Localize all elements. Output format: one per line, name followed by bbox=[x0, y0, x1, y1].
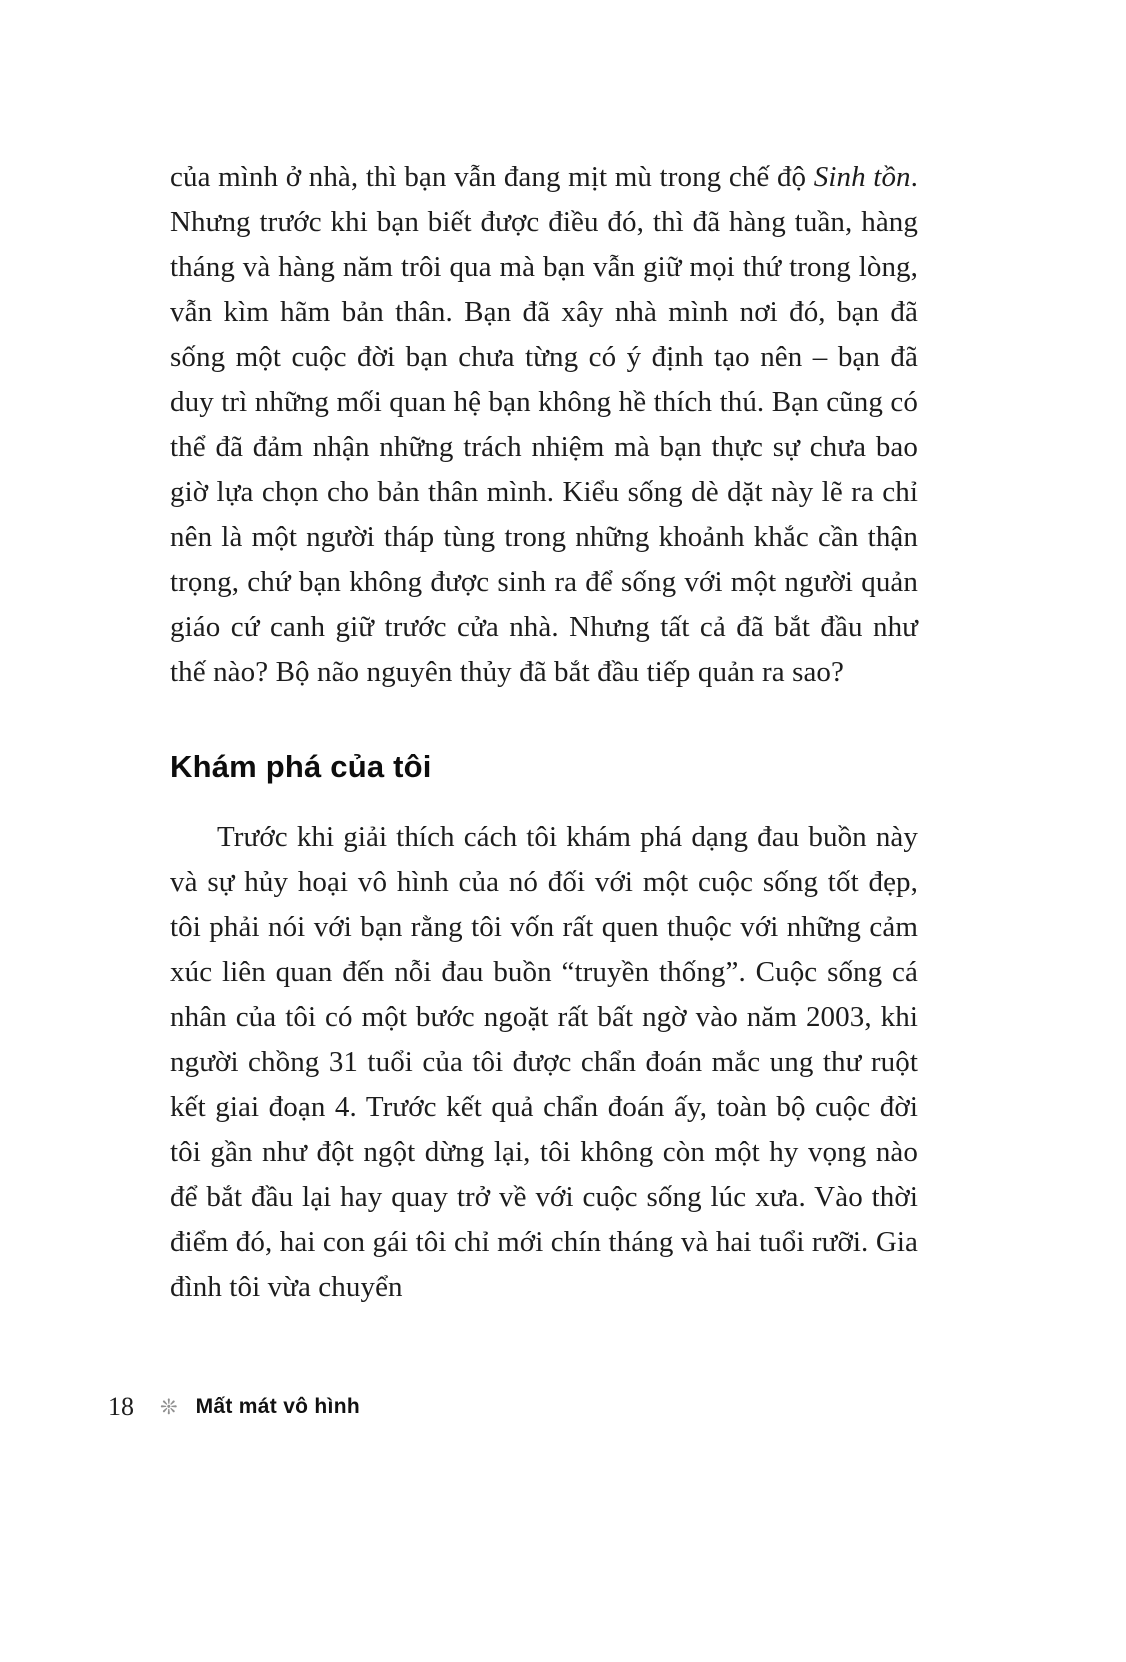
paragraph-continuation bbox=[170, 155, 918, 695]
paragraph-text-pre-italic: của mình ở nhà, thì bạn vẫn đang mịt mù trong chế độ bbox=[170, 161, 814, 193]
flower-asterisk-icon: ❊ bbox=[160, 1394, 178, 1419]
italic-term-sinh-ton: Sinh tồn bbox=[813, 161, 911, 193]
paragraph-my-discovery: Trước khi giải thích cách tôi khám phá dạng đau buồn này và sự hủy hoại vô hình của nó đối với một cuộc sống tốt đẹp, tôi phải nói với bạn rằng tôi vốn rất quen thuộc với những cảm xúc liên quan đến nỗi đau buồn “truyền thống”. Cuộc sống cá nhân của tôi có một bước ngoặt rất bất ngờ vào năm 2003, khi người chồng 31 tuổi của tôi được chẩn đoán mắc ung thư ruột kết giai đoạn 4. Trước kết quả chẩn đoán ấy, toàn bộ cuộc đời tôi gần như đột ngột dừng lại, tôi không còn một hy vọng nào để bắt đầu lại hay quay trở về với cuộc sống lúc xưa. Vào thời điểm đó, hai con gái tôi chỉ mới chín tháng và hai tuổi rưỡi. Gia đình tôi vừa chuyển bbox=[170, 821, 918, 1303]
page-footer bbox=[108, 1392, 360, 1422]
page-text-block bbox=[170, 155, 918, 1310]
book-title: Mất mát vô hình bbox=[195, 1395, 360, 1418]
page-number: 18 bbox=[108, 1392, 134, 1421]
paragraph-text-post-italic: . Nhưng trước khi bạn biết được điều đó, thì đã hàng tuần, hàng tháng và hàng năm trôi qua mà bạn vẫn giữ mọi thứ trong lòng, vẫn kìm hãm bản thân. Bạn đã xây nhà mình nơi đó, bạn đã sống một cuộc đời bạn chưa từng có ý định tạo nên – bạn đã duy trì những mối quan hệ bạn không hề thích thú. Bạn cũng có thể đã đảm nhận những trách nhiệm mà bạn thực sự chưa bao giờ lựa chọn cho bản thân mình. Kiểu sống dè dặt này lẽ ra chỉ nên là một người tháp tùng trong những khoảnh khắc cần thận trọng, chứ bạn không được sinh ra để sống với một người quản giáo cứ canh giữ trước cửa nhà. Nhưng tất cả đã bắt đầu như thế nào? Bộ não nguyên thủy đã bắt đầu tiếp quản ra sao? bbox=[170, 161, 919, 688]
section-heading: Khám phá của tôi bbox=[170, 749, 432, 784]
